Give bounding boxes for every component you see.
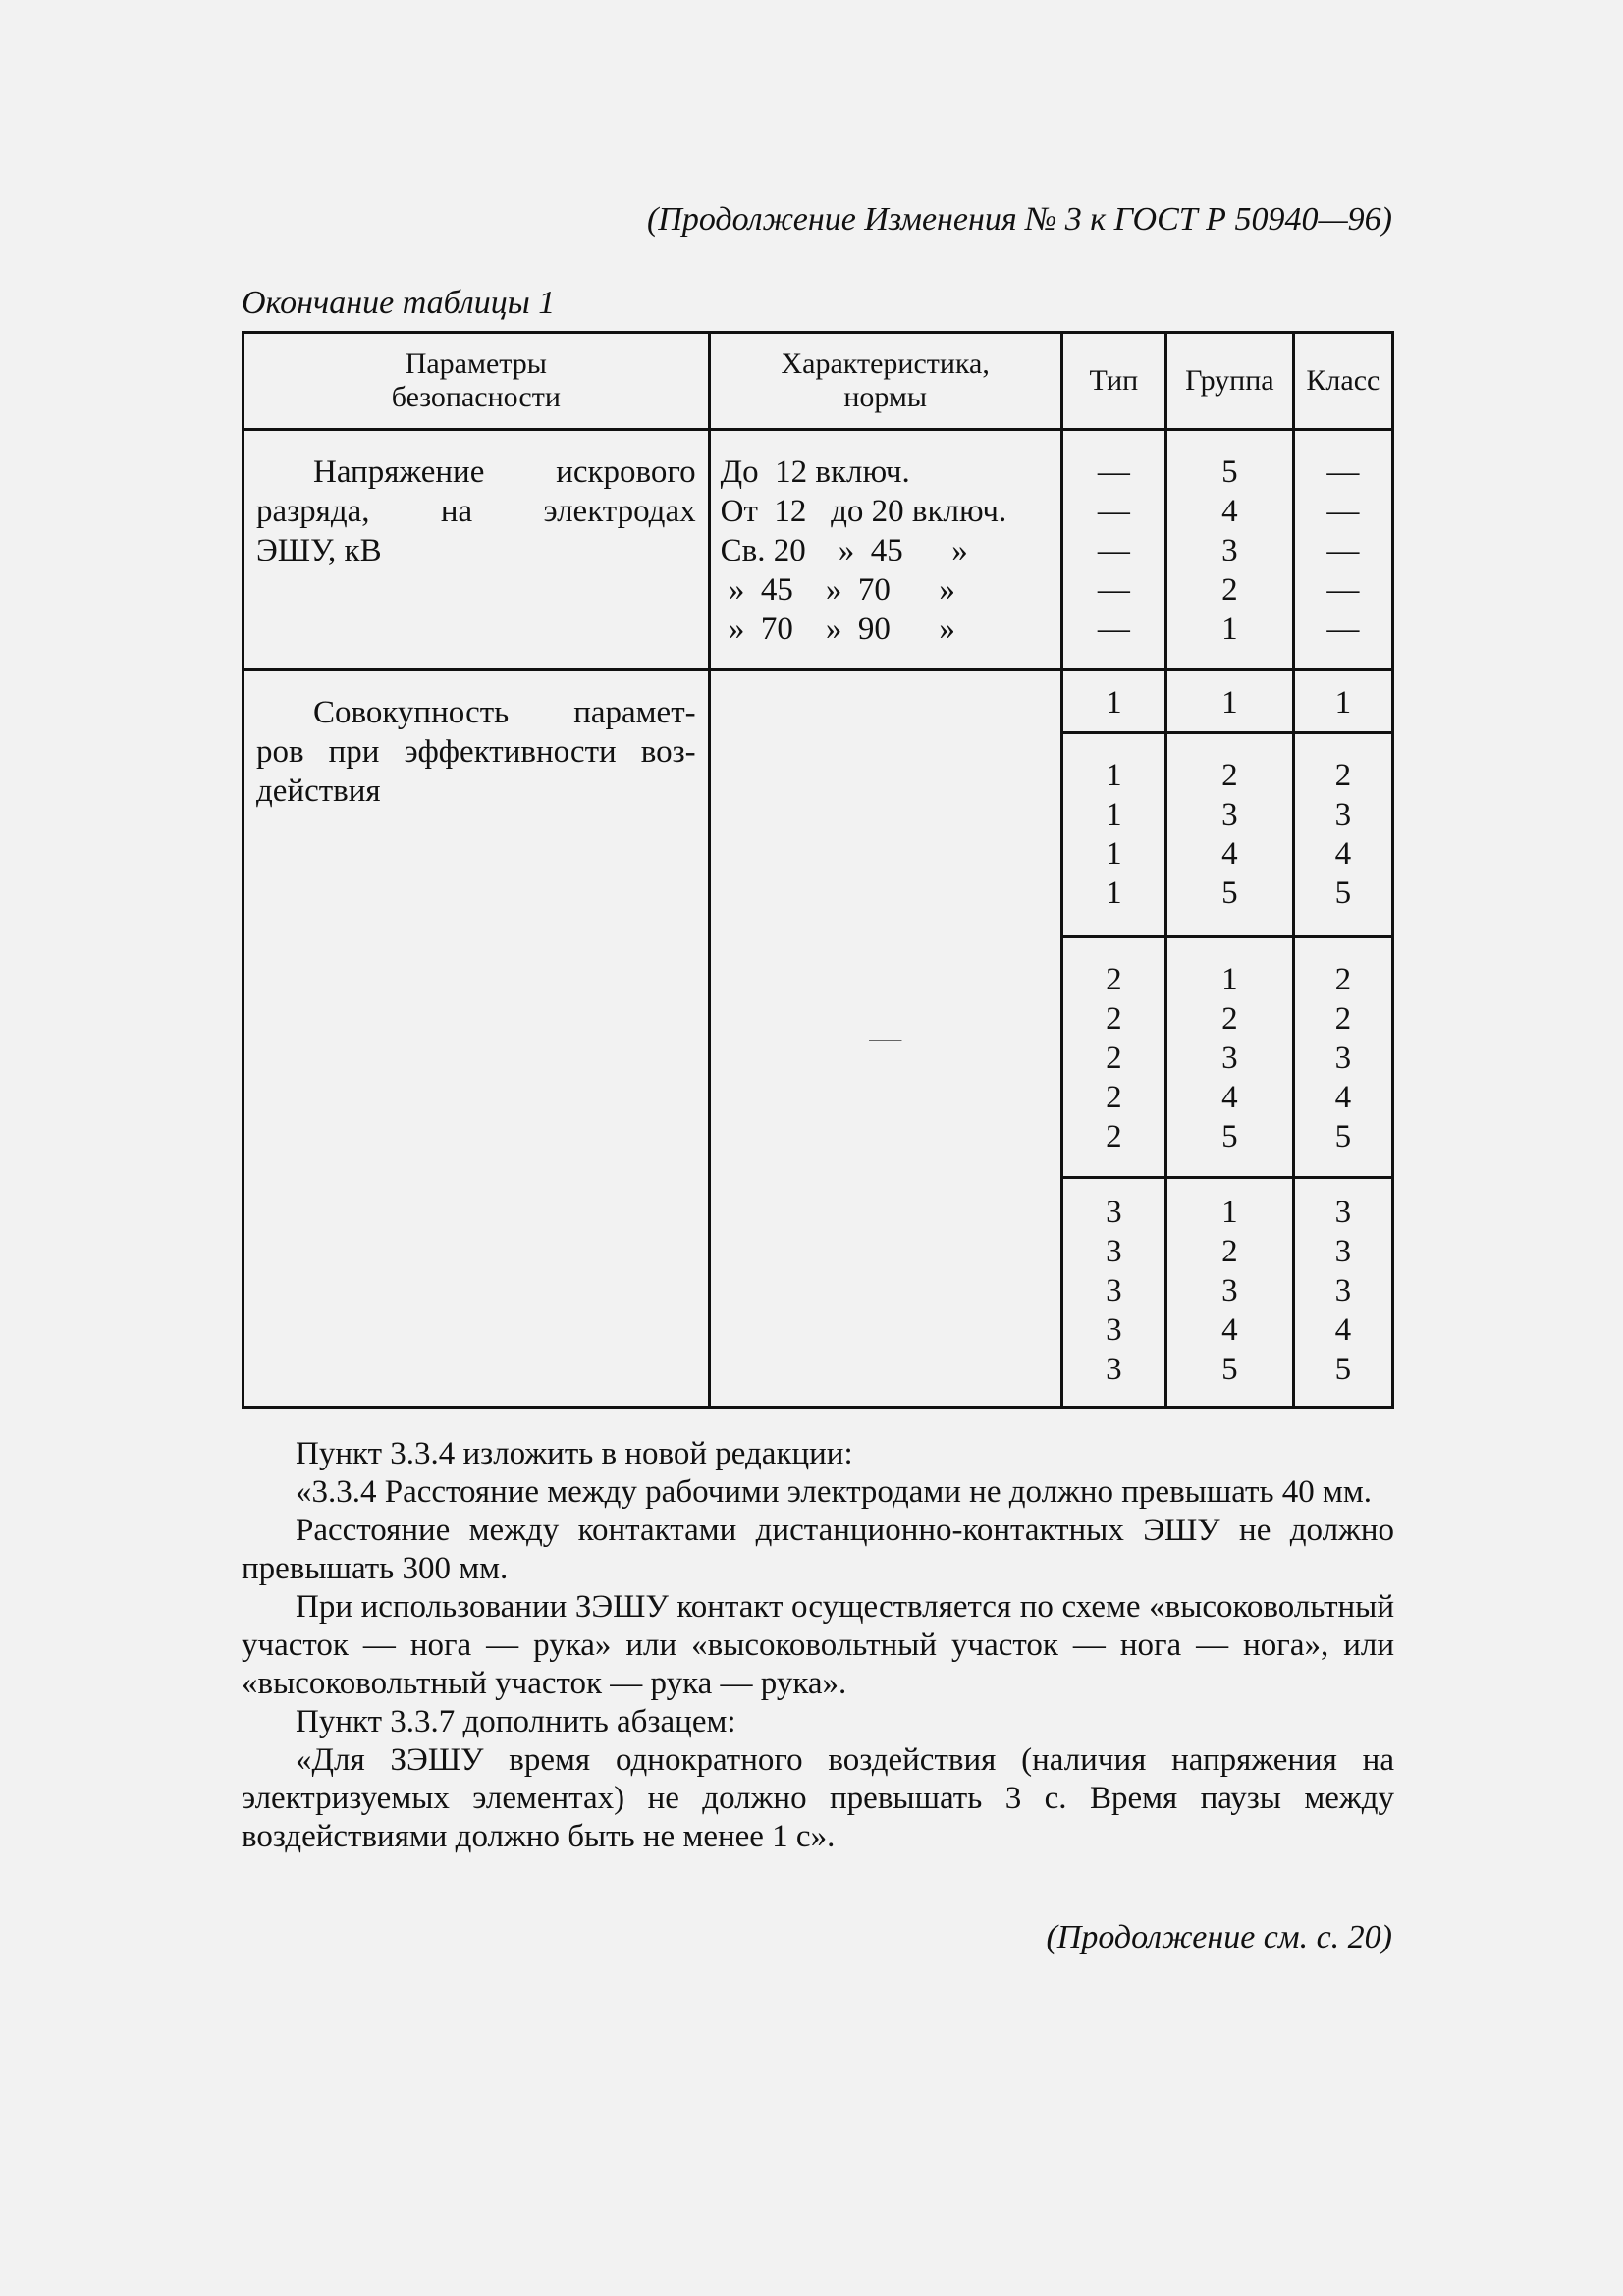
class-value: 5 [1334,1119,1352,1154]
table-header-row [243,333,1393,430]
class-value: — [1326,533,1360,568]
group-value: 5 [1221,1352,1238,1387]
class-value: 5 [1334,876,1352,911]
header-param [243,333,710,430]
paragraph: Пункт 3.3.7 дополнить абзацем: [296,1704,736,1739]
param-voltage [243,430,710,670]
param-line: Напряжение искрового [313,454,696,490]
class-value: 2 [1334,1001,1352,1037]
header-class: Класс [1293,333,1392,430]
type-g2 [1061,733,1165,937]
paragraph: Расстояние между контактами дистанционно-контактных ЭШУ не должно превышать 300 мм. [242,1513,1394,1586]
type-value: 1 [1106,758,1122,793]
group-value: 2 [1221,1234,1238,1269]
class-value: — [1326,454,1360,490]
class-value: 2 [1334,758,1352,793]
norm-line: » 45 » 70 » [720,572,955,608]
param-line: Совокупность парамет- [313,695,696,730]
group-value: 2 [1221,572,1238,608]
group-value: 1 [1221,1195,1238,1230]
group-value: 5 [1221,876,1238,911]
class-value: 1 [1334,685,1352,721]
header-norms [709,333,1061,430]
body-text [242,1435,1394,1856]
group-g1 [1165,670,1293,733]
type-value: — [1097,572,1130,608]
header-group: Группа [1165,333,1293,430]
type-value: 3 [1106,1234,1122,1269]
class-value: 3 [1334,1234,1352,1269]
header-norms-line: Характеристика, [781,347,990,380]
group-value: 3 [1221,1041,1238,1076]
header-param-line: безопасности [391,381,561,413]
group-value: 1 [1221,962,1238,997]
type-value: 1 [1106,876,1122,911]
param-line: ров при эффективности воз- [256,734,696,770]
type-voltage [1061,430,1165,670]
paragraph: «Для ЗЭШУ время однократного воздействия (наличия напряжения на электризуемых элементах) не должно превышать 3 с. Время паузы между воздействиями должно быть не менее 1 с». [242,1742,1394,1854]
header-norms-line: нормы [843,381,928,413]
group-g4 [1165,1178,1293,1408]
group-value: 4 [1221,1312,1238,1348]
paragraph: «3.3.4 Расстояние между рабочими электродами не должно превышать 40 мм. [296,1474,1373,1510]
type-value: 3 [1106,1352,1122,1387]
group-value: 5 [1221,1119,1238,1154]
class-g2 [1293,733,1392,937]
table-row-combination-g1 [243,670,1393,733]
type-g3 [1061,937,1165,1178]
group-value: 1 [1221,612,1238,647]
type-value: 1 [1106,836,1122,872]
param-line: ЭШУ, кВ [256,533,382,568]
header-param-line: Параметры [405,347,547,380]
type-value: 2 [1106,1080,1122,1115]
type-value: — [1097,454,1130,490]
type-value: — [1097,533,1130,568]
class-value: 3 [1334,1273,1352,1308]
type-value: 3 [1106,1312,1122,1348]
type-value: 3 [1106,1195,1122,1230]
group-value: 3 [1221,797,1238,832]
param-combination [243,670,710,1408]
page-header: (Продолжение Изменения № 3 к ГОСТ Р 50940—96) [646,201,1392,238]
group-g2 [1165,733,1293,937]
class-g1 [1293,670,1392,733]
class-g3 [1293,937,1392,1178]
norms-voltage [709,430,1061,670]
page-footer: (Продолжение см. с. 20) [1046,1919,1392,1955]
class-value: 5 [1334,1352,1352,1387]
type-g4 [1061,1178,1165,1408]
type-g1 [1061,670,1165,733]
class-value: — [1326,494,1360,529]
class-value: 3 [1334,1041,1352,1076]
norms-combination: — [709,670,1061,1408]
table-caption: Окончание таблицы 1 [242,285,556,321]
class-voltage [1293,430,1392,670]
header-type: Тип [1061,333,1165,430]
class-value: 2 [1334,962,1352,997]
type-value: — [1097,612,1130,647]
class-value: 4 [1334,1312,1352,1348]
type-value: 2 [1106,1041,1122,1076]
paragraph: При использовании ЗЭШУ контакт осуществляется по схеме «высоковольтный участок — нога — рука» или «высоковольтный участок — нога — нога», или «высоковольтный участок — рука — рука». [242,1589,1394,1701]
group-voltage [1165,430,1293,670]
group-g3 [1165,937,1293,1178]
group-value: 2 [1221,1001,1238,1037]
class-value: 3 [1334,797,1352,832]
class-value: 4 [1334,1080,1352,1115]
group-value: 5 [1221,454,1238,490]
group-value: 1 [1221,685,1238,721]
norm-line: До 12 включ. [720,454,910,490]
type-value: 3 [1106,1273,1122,1308]
class-g4 [1293,1178,1392,1408]
paragraph: Пункт 3.3.4 изложить в новой редакции: [296,1436,853,1471]
class-value: 4 [1334,836,1352,872]
type-value: 2 [1106,962,1122,997]
group-value: 2 [1221,758,1238,793]
type-value: 2 [1106,1119,1122,1154]
param-line: разряда, на электродах [256,494,696,529]
type-value: — [1097,494,1130,529]
norm-line: От 12 до 20 включ. [720,494,1007,529]
group-value: 4 [1221,1080,1238,1115]
table-row-voltage [243,430,1393,670]
class-value: — [1326,572,1360,608]
type-value: 1 [1106,797,1122,832]
class-value: 3 [1334,1195,1352,1230]
group-value: 3 [1221,1273,1238,1308]
type-value: 1 [1106,685,1122,721]
norm-line: Св. 20 » 45 » [720,533,968,568]
group-value: 3 [1221,533,1238,568]
safety-parameters-table [242,331,1394,1409]
param-line: действия [256,774,381,809]
group-value: 4 [1221,494,1238,529]
class-value: — [1326,612,1360,647]
norm-line: » 70 » 90 » [720,612,955,647]
group-value: 4 [1221,836,1238,872]
type-value: 2 [1106,1001,1122,1037]
